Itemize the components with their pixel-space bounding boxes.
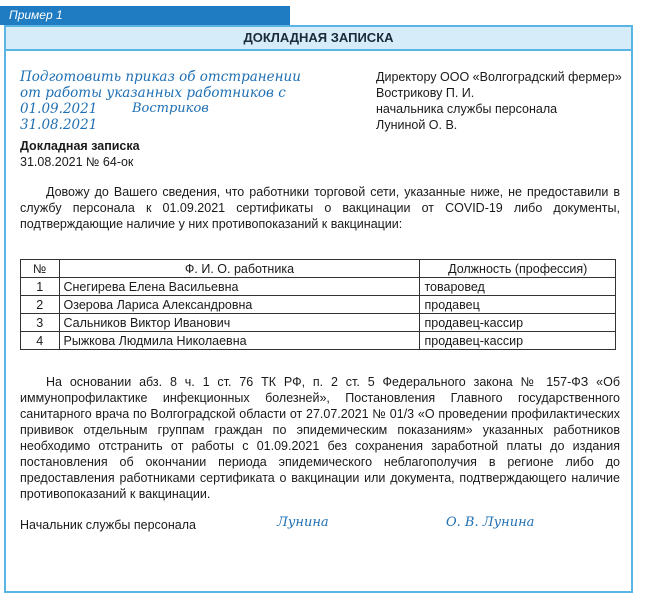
cell-number: 1 bbox=[21, 278, 60, 296]
cell-fullname: Снегирева Елена Васильевна bbox=[59, 278, 420, 296]
table-row bbox=[21, 278, 616, 296]
document-name: Докладная записка bbox=[20, 139, 140, 153]
cell-position: продавец-кассир bbox=[420, 314, 616, 332]
document-header bbox=[20, 138, 140, 170]
addressee-line: Директору ООО «Волгоградский фермер» bbox=[376, 70, 622, 84]
header-position: Должность (профессия) bbox=[420, 260, 616, 278]
example-tab: Пример 1 bbox=[0, 6, 290, 25]
cell-number: 3 bbox=[21, 314, 60, 332]
intro-paragraph: Довожу до Вашего сведения, что работники торговой сети, указанные ниже, не предоставили в службу персонала к 01.09.2021 сертификаты о вакцинации от COVID-19 либо документы, подтверждающие наличие у них противопоказаний к вакцинации: bbox=[20, 185, 620, 231]
cell-number: 2 bbox=[21, 296, 60, 314]
signatory-signature: Лунина bbox=[277, 515, 329, 530]
cell-number: 4 bbox=[21, 332, 60, 350]
header-fullname: Ф. И. О. работника bbox=[59, 260, 420, 278]
cell-position: продавец bbox=[420, 296, 616, 314]
cell-position: товаровед bbox=[420, 278, 616, 296]
resolution-line: Подготовить приказ об отстранении bbox=[20, 69, 301, 85]
header-number: № bbox=[21, 260, 60, 278]
basis-paragraph: На основании абз. 8 ч. 1 ст. 76 ТК РФ, п. 2 ст. 5 Федерального закона № 157-ФЗ «Об иммунопрофилактике инфекционных болезней», Постановления Главного государственного санитарного врача по Волгоградской области от 27.07.2021 № 01/3 «О проведении профилактических прививок отдельным группам граждан по эпидемическим показаниям» указанных работников необходимо отстранить от работы с 01.09.2021 без сохранения заработной платы до издания постановления об окончании периода эпидемического неблагополучия в регионе либо до предоставления работниками сертификата о вакцинации или документа, подтверждающего наличие противопоказаний к вакцинации. bbox=[20, 375, 620, 501]
addressee-line: начальника службы персонала bbox=[376, 102, 558, 116]
resolution-note bbox=[20, 69, 350, 133]
cell-position: продавец-кассир bbox=[420, 332, 616, 350]
cell-fullname: Озерова Лариса Александровна bbox=[59, 296, 420, 314]
table-row bbox=[21, 296, 616, 314]
table-header-row bbox=[21, 260, 616, 278]
signatory-role: Начальник службы персонала bbox=[20, 518, 196, 532]
document-title: ДОКЛАДНАЯ ЗАПИСКА bbox=[6, 27, 631, 51]
table-row bbox=[21, 314, 616, 332]
addressee-line: Вострикову П. И. bbox=[376, 86, 475, 100]
addressee-block bbox=[376, 69, 622, 133]
table-row bbox=[21, 332, 616, 350]
resolution-date: 31.08.2021 bbox=[20, 117, 98, 133]
signatory-name: О. В. Лунина bbox=[446, 515, 535, 530]
document-date-number: 31.08.2021 № 64-ок bbox=[20, 155, 134, 169]
resolution-line: от работы указанных работников с 01.09.2021 bbox=[20, 85, 286, 117]
addressee-line: Луниной О. В. bbox=[376, 118, 458, 132]
workers-table bbox=[20, 259, 616, 350]
cell-fullname: Сальников Виктор Иванович bbox=[59, 314, 420, 332]
document-frame bbox=[4, 25, 633, 593]
cell-fullname: Рыжкова Людмила Николаевна bbox=[59, 332, 420, 350]
director-signature: Востриков bbox=[132, 101, 209, 116]
